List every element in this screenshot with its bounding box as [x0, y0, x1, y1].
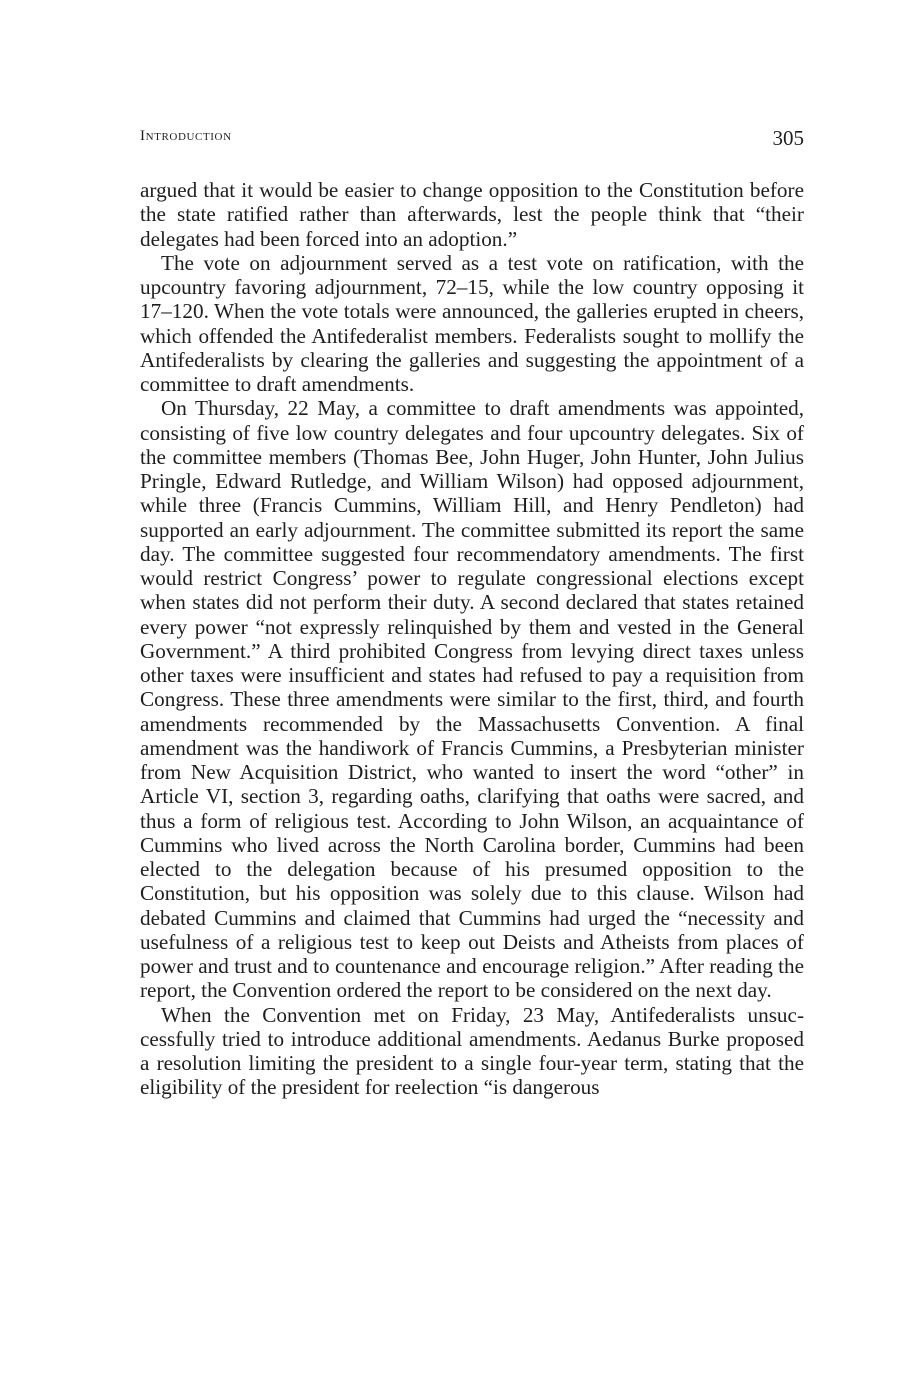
running-head: Introduction — [140, 128, 232, 144]
page-number: 305 — [772, 126, 804, 150]
page-header — [140, 126, 804, 156]
body-text — [140, 178, 804, 1100]
paragraph-continued: argued that it would be easier to change opposition to the Constitution before the state ratified rather than afterwards, lest the people think that “their delegates had been forced into an adoption.” — [140, 178, 804, 251]
paragraph-committee-amendments: On Thursday, 22 May, a committee to draft amendments was appointed, consisting of five low country delegates and four upcountry delegates. Six of the committee members (Thomas Bee, John Huger, John Hunter, John Julius Pringle, Edward Rutledge, and William Wilson) had opposed adjournment, while three (Francis Cummins, William Hill, and Henry Pendleton) had supported an early adjournment. The committee submitted its report the same day. The committee suggested four recommendatory amendments. The first would restrict Congress’ power to regulate congressional elections except when states did not perform their duty. A second declared that states retained every power “not expressly relinquished by them and vested in the General Government.” A third prohibited Congress from levying direct taxes unless other taxes were insufficient and states had refused to pay a requisition from Congress. These three amendments were similar to the first, third, and fourth amendments recommended by the Massachusetts Convention. A final amendment was the handiwork of Francis Cummins, a Presbyterian minister from New Acquisition District, who wanted to insert the word “other” in Article VI, section 3, regarding oaths, clarifying that oaths were sacred, and thus a form of religious test. According to John Wilson, an acquaintance of Cummins who lived across the North Carolina border, Cummins had been elected to the delegation because of his presumed opposition to the Constitution, but his opposition was solely due to this clause. Wilson had debated Cummins and claimed that Cummins had urged the “necessity and usefulness of a religious test to keep out Deists and Atheists from places of power and trust and to countenance and encourage religion.” After reading the report, the Convention ordered the report to be considered on the next day. — [140, 396, 804, 1003]
paragraph-friday-convention: When the Convention met on Friday, 23 May, Antifederalists unsuccessfully tried to introduce additional amendments. Aedanus Burke proposed a resolution limiting the president to a single four-year term, stating that the eligibility of the president for reelection “is dangerous — [140, 1002, 804, 1100]
paragraph-vote-on-adjournment: The vote on adjournment served as a test vote on ratification, with the upcountry favoring adjournment, 72–15, while the low country opposing it 17–120. When the vote totals were announced, the galleries erupted in cheers, which offended the Antifederalist members. Federalists sought to mollify the Antifederalists by clearing the galleries and suggesting the appointment of a committee to draft amendments. — [140, 250, 804, 396]
